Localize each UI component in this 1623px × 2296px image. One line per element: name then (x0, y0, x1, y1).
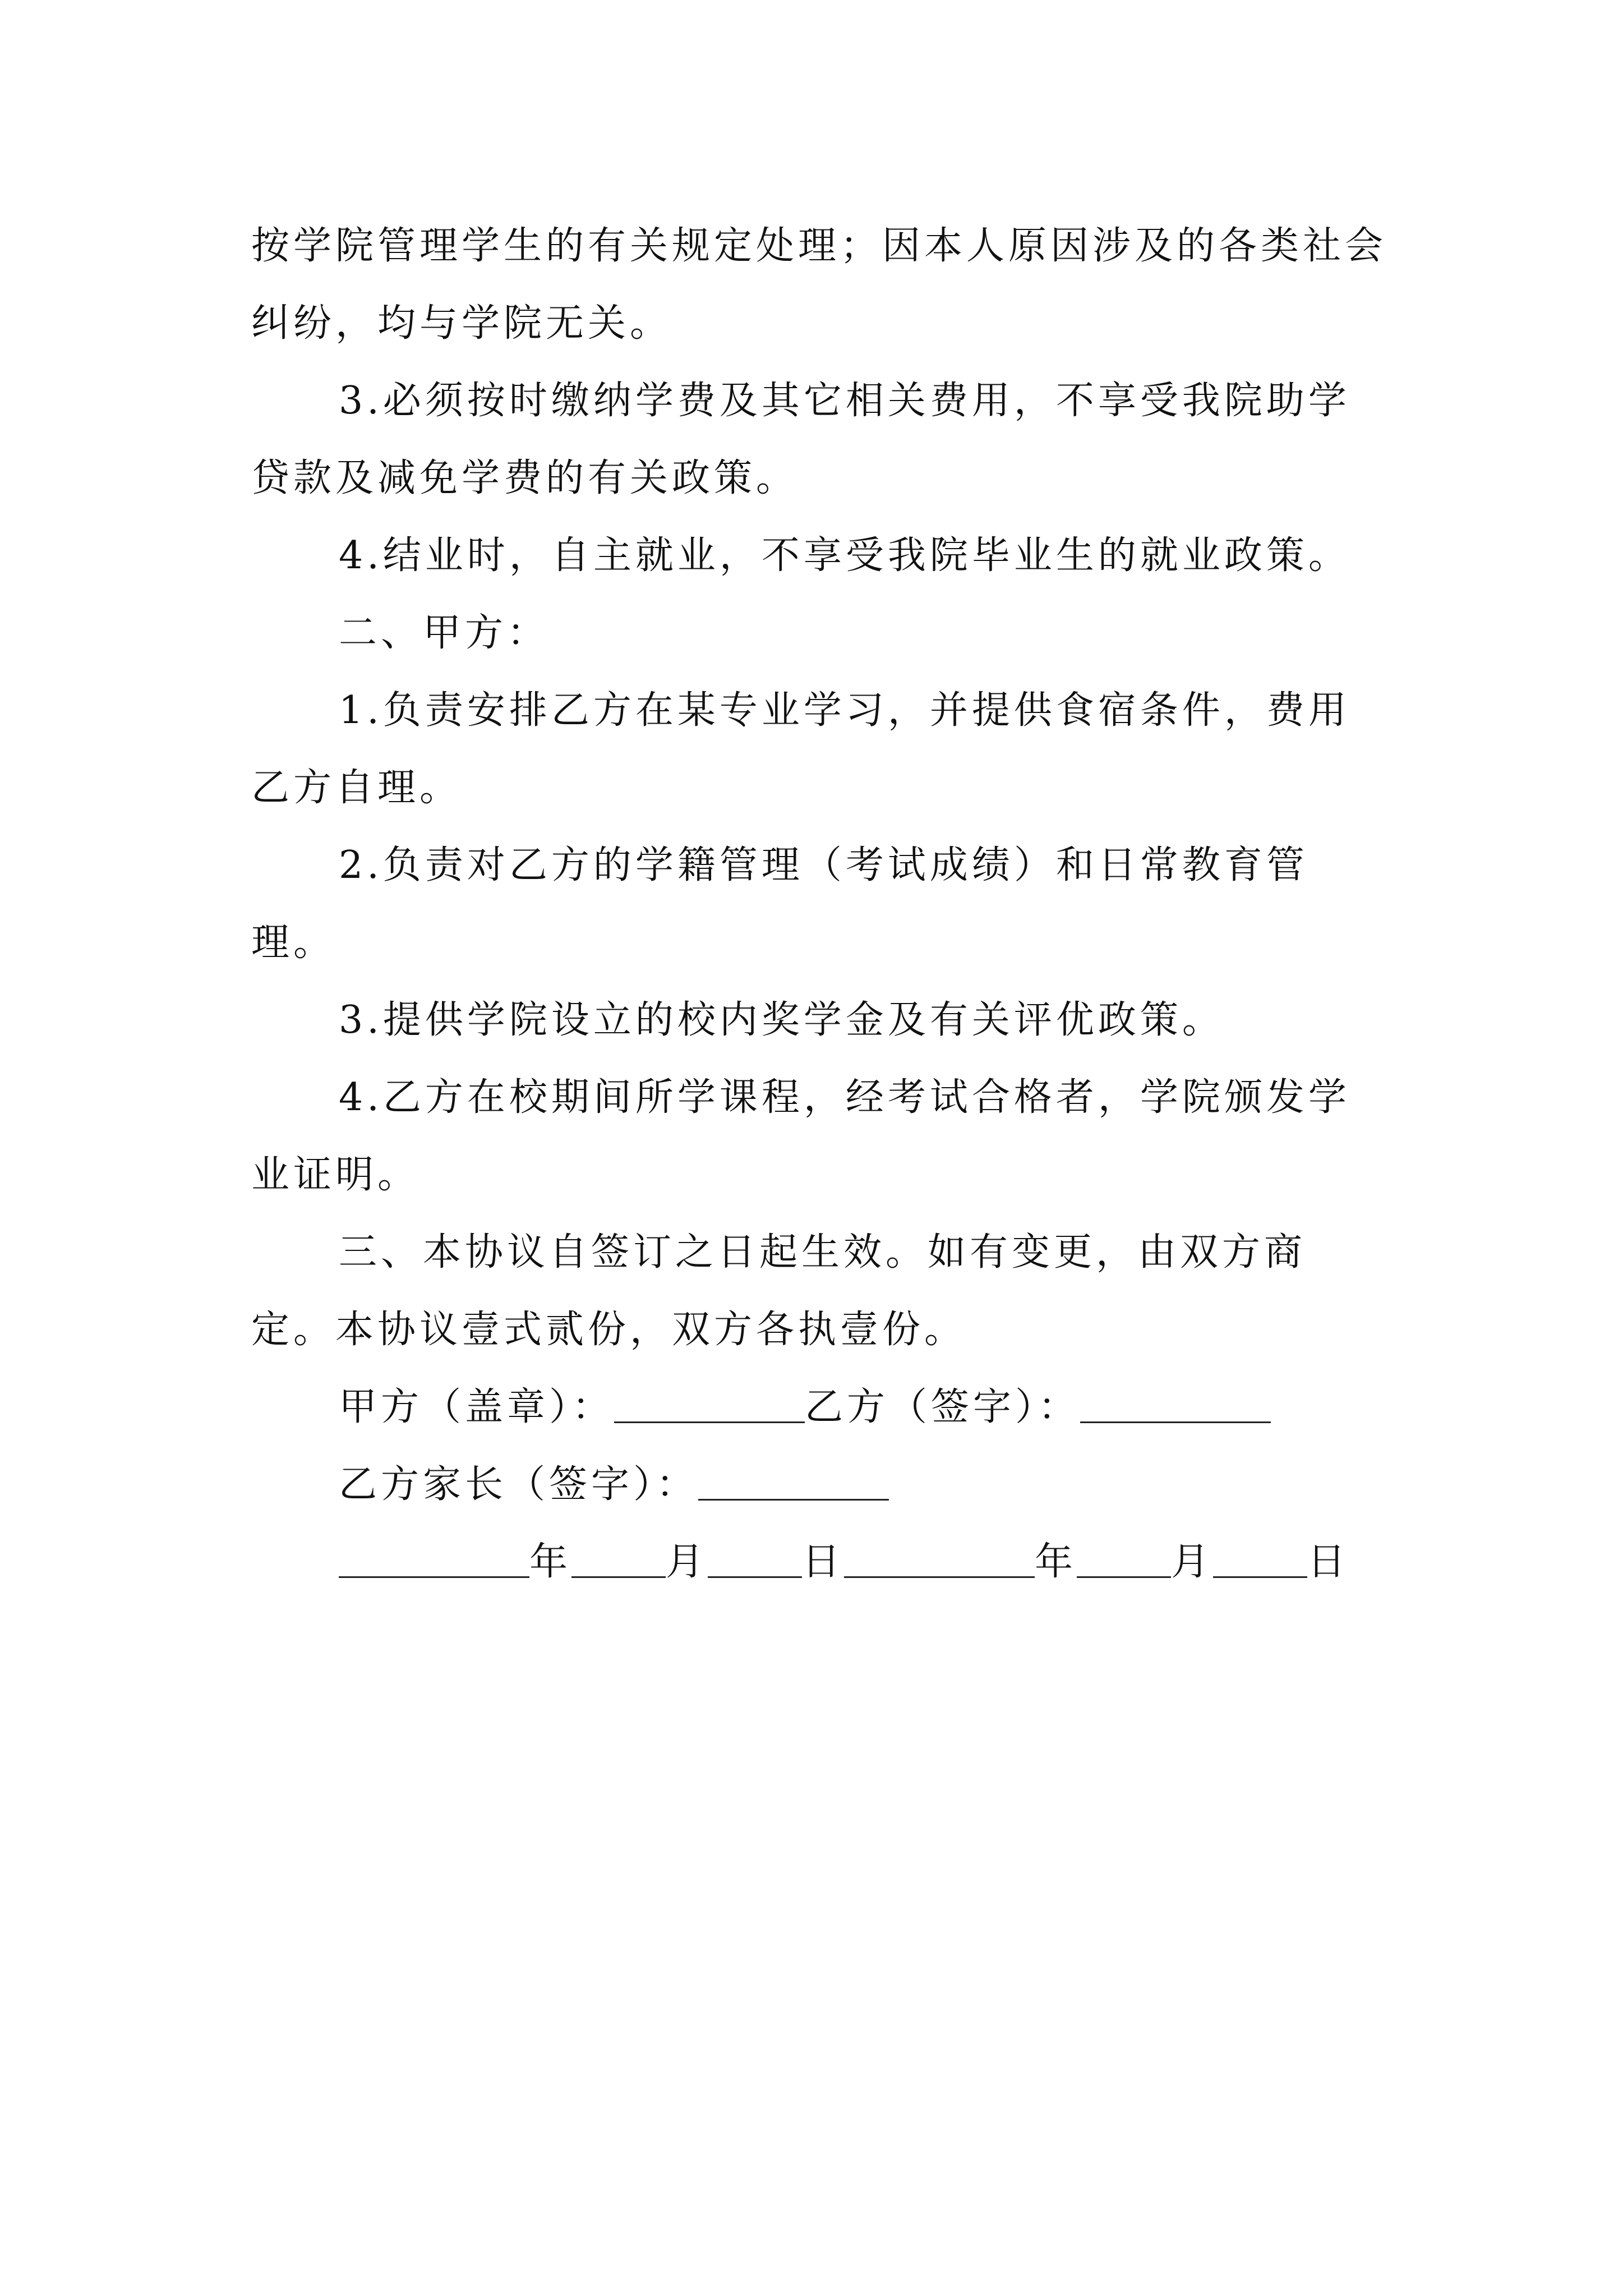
paragraph-continuation: 按学院管理学生的有关规定处理；因本人原因涉及的各类社会纠纷，均与学院无关。 (251, 224, 1387, 346)
date-day-blank-2 (1213, 1543, 1307, 1578)
date-day-blank-1 (708, 1543, 802, 1578)
paragraph-a-item-4: 4.乙方在校期间所学课程，经考试合格者，学院颁发学业证明。 (251, 1075, 1350, 1197)
party-b-sign-blank (1080, 1388, 1271, 1423)
party-b-sign-label: 乙方（签字）： (805, 1385, 1081, 1429)
party-a-seal-label: 甲方（盖章）： (339, 1385, 615, 1429)
date-month-label-2: 月 (1171, 1540, 1214, 1584)
document-body (251, 208, 1390, 1601)
signature-line-guardian (251, 1446, 1390, 1524)
date-day-label-2: 日 (1307, 1540, 1350, 1584)
date-year-blank-2 (844, 1543, 1035, 1578)
date-year-label-1: 年 (529, 1540, 572, 1584)
signature-line-parties (251, 1369, 1390, 1446)
date-line (251, 1524, 1390, 1601)
date-year-blank-1 (339, 1543, 529, 1578)
guardian-sign-blank (698, 1465, 889, 1501)
date-month-blank-1 (571, 1543, 666, 1578)
paragraph-b-item-4: 4.结业时，自主就业，不享受我院毕业生的就业政策。 (339, 533, 1350, 578)
date-day-label-1: 日 (802, 1540, 845, 1584)
party-a-seal-blank (614, 1388, 805, 1423)
date-month-blank-2 (1077, 1543, 1171, 1578)
paragraph-effective-clause: 三、本协议自签订之日起生效。如有变更，由双方商定。本协议壹式贰份，双方各执壹份。 (251, 1230, 1307, 1352)
guardian-sign-label: 乙方家长（签字）： (339, 1462, 699, 1507)
paragraph-a-item-3: 3.提供学院设立的校内奖学金及有关评优政策。 (339, 998, 1224, 1042)
paragraph-b-item-3: 3.必须按时缴纳学费及其它相关费用，不享受我院助学贷款及减免学费的有关政策。 (251, 379, 1350, 500)
section-heading-party-a: 二、甲方： (339, 611, 550, 655)
date-month-label-1: 月 (666, 1540, 708, 1584)
paragraph-a-item-2: 2.负责对乙方的学籍管理（考试成绩）和日常教育管理。 (251, 843, 1308, 965)
paragraph-a-item-1: 1.负责安排乙方在某专业学习，并提供食宿条件，费用乙方自理。 (251, 688, 1350, 810)
date-year-label-2: 年 (1035, 1540, 1077, 1584)
